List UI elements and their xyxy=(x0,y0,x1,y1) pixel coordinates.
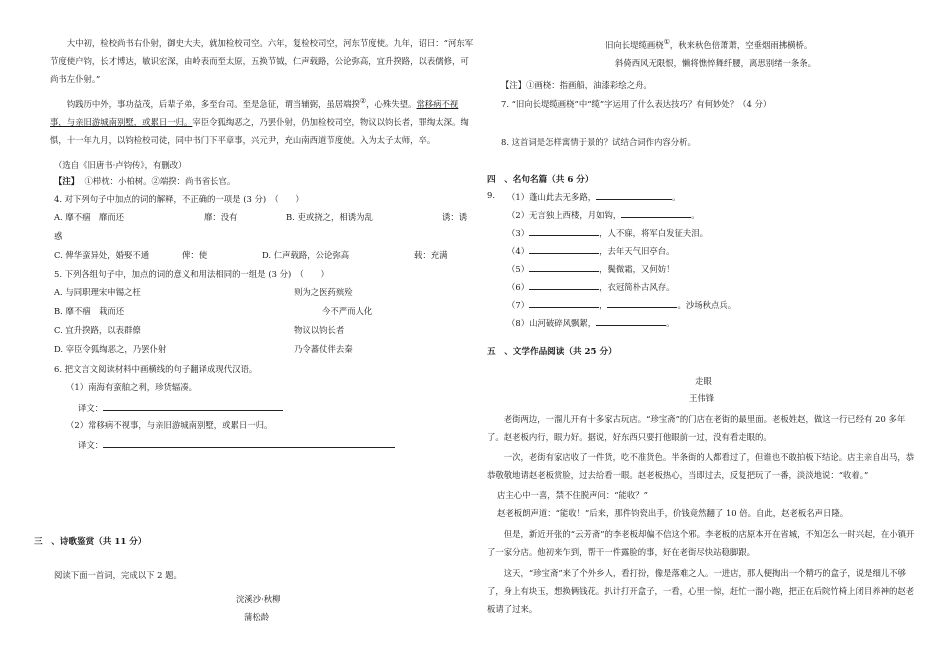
quote-blank-2[interactable] xyxy=(621,208,691,218)
passage-source: （选自《旧唐书·卢钧传》，有删改） xyxy=(54,160,187,170)
story-paragraph-1: 老街两边，一溜儿开有十多家古玩店。“珍宝斋”的门店在老街的最里面。老板姓赵，做这一行已经有 20 多年了。赵老板内行，眼力好。据说，好东西只要打他眼前一过，没有看走眼的。 xyxy=(487,414,906,442)
quote-item-8: （8）山河破碎风飘絮， 。 xyxy=(507,318,675,328)
quote-blank-7b[interactable] xyxy=(607,298,677,308)
q5-option-c2: 物议以钧长者 xyxy=(294,325,345,335)
q4-option-b-cont: 惑 xyxy=(54,231,63,241)
quote-blank-4[interactable] xyxy=(529,244,599,254)
poem-title: 浣溪沙·秋柳 xyxy=(236,594,281,604)
quote-item-7: （7） ， 。沙场秋点兵。 xyxy=(507,300,737,310)
quote-item-4: （4） ，去年天气旧亭台。 xyxy=(507,246,675,256)
q4-option-d: D. 仁声载路，公论弥高 xyxy=(262,250,350,260)
q5-option-d: D. 宰臣令狐绹恶之，乃罢仆射 xyxy=(54,344,167,354)
story-paragraph-4: 赵老板朗声道：“能收！”后来，那件钧瓷出手，价钱竟然翻了 10 倍。自此，赵老板名声日隆。 xyxy=(497,508,849,518)
q5-option-a2: 则为之医药殡殓 xyxy=(294,287,353,297)
q5-row-c xyxy=(54,325,475,343)
q5-option-b: B. 靡不痼 栽而还 xyxy=(54,306,125,316)
quote-blank-8[interactable] xyxy=(596,316,666,326)
q6-sentence-1: （1）南海有蛮舶之利，珍货辐凑。 xyxy=(66,382,197,392)
poem-line-2: 斜倚西风无限恨，懒将憔悴舞纤腰，离思别绪一条条。 xyxy=(615,58,816,68)
q6-answer-1-blank[interactable] xyxy=(103,401,283,411)
section-3-intro: 阅读下面一首词，完成以下 2 题。 xyxy=(54,570,182,580)
poem-note: 【注】①画桡：指画船，油漆彩绘之舟。 xyxy=(501,80,652,90)
q4-row-ab xyxy=(54,212,475,230)
q5-option-a: A. 与同职理宋申锡之枉 xyxy=(54,287,141,297)
q4-option-b-gloss: 诱：诱 xyxy=(442,212,468,222)
q4-option-a: A. 靡不痼 靡而还 xyxy=(54,212,124,222)
q5-row-a xyxy=(54,287,475,305)
q5-row-d xyxy=(54,344,475,362)
story-author: 王伟锋 xyxy=(689,393,715,403)
section-3-title: 三 、诗歌鉴赏（共 11 分） xyxy=(34,537,147,547)
quote-item-5: （5） ，鬓微霜，又何妨！ xyxy=(507,264,675,274)
q6-answer-2: 译文： xyxy=(78,438,395,451)
quote-item-2: （2）无言独上西楼，月如钩， 。 xyxy=(507,210,700,220)
underlined-sentence: 常移病不视事，与亲旧游城南别墅，或累日一归。 xyxy=(50,98,459,127)
quote-blank-6[interactable] xyxy=(529,280,599,290)
quote-item-3: （3） ，人不寐，将军白发征夫泪。 xyxy=(507,228,708,238)
q6-answer-1: 译文： xyxy=(78,401,283,414)
q6-sentence-2: （2）常移病不视事，与亲旧游城南别墅，或累日一归。 xyxy=(66,420,273,430)
q8: 8. 这首词是怎样寓情于景的？试结合词作内容分析。 xyxy=(501,137,696,147)
story-paragraph-6: 这天，“珍宝斋”来了个外乡人，看打扮，像是落难之人。一进店，那人便掏出一个精巧的盒子，说是细儿不够了，身上有块玉，想换俩钱花。扒计打开盒子，一看，心里一惊，赶忙一溜小跑，把正在后院竹椅上闭目养神的赵老板请了过来。 xyxy=(487,568,915,614)
quote-blank-7a[interactable] xyxy=(529,298,599,308)
passage-note: 【注】 ①栉枕：小柏树。②端揆：尚书省长官。 xyxy=(54,176,236,186)
q5-option-d2: 乃令蕃仗伴去秦 xyxy=(294,344,353,354)
q4-option-c: C. 俾华蛮异处，婚娶不通 xyxy=(54,250,150,260)
passage-paragraph-2: 钧践历中外，事功益茂，后辈子弟，多至台司。至是急征，谓当辅弼，虽居端揆②，心殊失望。常移病不视事，与亲旧游城南别墅，或累日一归。宰臣令狐绹恶之，乃罢仆射，仍加检校司空，物议以钧长者，罪绹太深。绹惧，十一年九月，以钧检校司徒，同中书门下平章事，兴元尹，充山南西道节度使。入为太子太师，卒。 xyxy=(50,97,469,145)
quote-blank-3[interactable] xyxy=(529,226,599,236)
q4-row-cd xyxy=(54,250,475,268)
quote-item-6: （6） ，衣冠简朴古风存。 xyxy=(507,282,675,292)
q5-option-b2: 今不严而人化 xyxy=(322,306,373,316)
q4-option-a-gloss: 靡：没有 xyxy=(204,212,238,222)
q7: 7. “旧向长堤缆画桡”中“缆”字运用了什么表达技巧？有何妙处？（4 分） xyxy=(501,99,772,109)
q4-stem: 4. 对下列句子中加点的词的解释，不正确的一项是 (3 分) （ ） xyxy=(54,194,304,204)
story-paragraph-2: 一次，老街有家店收了一件货，吃不准货色。半条街的人都看过了，但谁也不敢拍板下结论。店主亲自出马，恭恭敬敬地请赵老板赏脸，过去给看一眼。赵老板热心，当即过去，反复把玩了一番，淡淡地说：“收着。” xyxy=(487,452,915,480)
q5-stem: 5. 下列各组句子中，加点的词的意义和用法相同的一组是 (3 分) （ ） xyxy=(54,269,329,279)
q5-option-c: C. 宜升揆路，以表群僚 xyxy=(54,325,141,335)
passage-paragraph-1: 大中初，检校尚书右仆射，御史大夫，就加检校司空。六年，复检校司空，河东节度使。九年，诏曰：“河东军节度使户钧，长才博达，敏识宏深，由岭表而至太原，五换节钺，仁声载路，公论弥高，宜升揆路，以表儒修，可尚书左仆射。” xyxy=(50,38,474,84)
poem-author: 蒲松龄 xyxy=(244,612,270,622)
q4-option-d-gloss: 载：充满 xyxy=(414,250,448,260)
q6-answer-2-blank[interactable] xyxy=(103,438,395,448)
story-paragraph-3: 店主心中一喜，禁不住脱声问：“能收？” xyxy=(497,490,648,500)
quote-item-1: （1）蓬山此去无多路， 。 xyxy=(507,192,681,202)
story-title: 走眼 xyxy=(695,376,712,386)
section-5-title: 五 、文学作品阅读（共 25 分） xyxy=(487,347,617,357)
poem-line-1: 旧向长堤缆画桡①，秋来秋色倍萧萧，空垂烟雨拂横桥。 xyxy=(605,38,813,50)
q5-row-b xyxy=(54,306,475,324)
q4-option-c-gloss: 俾：使 xyxy=(182,250,208,260)
q9-number: 9. xyxy=(487,190,495,200)
quote-blank-1[interactable] xyxy=(596,190,672,200)
q6-stem: 6. 把文言文阅读材料中画横线的句子翻译成现代汉语。 xyxy=(54,364,258,374)
q4-option-b: B. 吏或挠之，相诱为乱 xyxy=(286,212,373,222)
story-paragraph-5: 但是，新近开张的“云芳斋”的李老板却偏不信这个邪。李老板的店原本开在省城，不知怎么一时兴起，在小镇开了一家分店。他初来乍到，帮干一件露脸的事，好在老街尽快站稳脚跟。 xyxy=(487,529,915,557)
quote-blank-5[interactable] xyxy=(529,262,599,272)
section-4-title: 四 、名句名篇（共 6 分） xyxy=(487,175,594,185)
